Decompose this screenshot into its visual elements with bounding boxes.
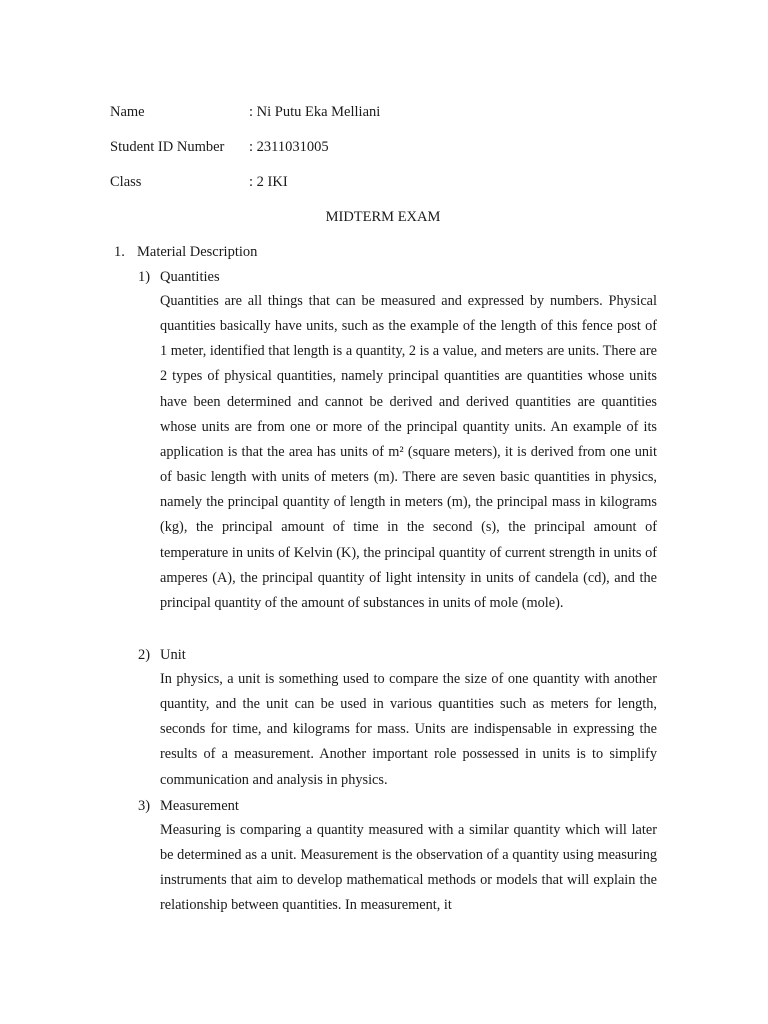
subsection-title: Quantities [160,269,220,285]
name-label: Name [110,104,145,120]
subsection-number: 1) [138,269,151,285]
subsection-heading-quantities [138,268,220,286]
section-heading [114,243,257,261]
subsection-number: 3) [138,798,151,814]
class-row [110,173,288,191]
section-number: 1. [114,244,125,260]
subsection-title: Unit [160,647,186,663]
name-row [110,103,380,121]
subsection-number: 2) [138,647,151,663]
exam-title: MIDTERM EXAM [325,209,441,225]
subsection-heading-unit [138,646,186,664]
student-id-value: : 2311031005 [249,139,329,155]
subsection-title: Measurement [160,798,239,814]
student-id-label: Student ID Number [110,139,225,155]
subsection-body-measurement: Measuring is comparing a quantity measured with a similar quantity which will later be determined as a unit. Measurement is the observation of a quantity using measuring instruments that aim to develop mathematical methods or models that will explain the relationship between quantities. In measurement, it [160,822,657,914]
section-title: Material Description [137,244,258,260]
subsection-body-quantities: Quantities are all things that can be measured and expressed by numbers. Physical quantities basically have units, such as the example of the length of this fence post of 1 meter, identified that length is a quantity, 2 is a value, and meters are units. There are 2 types of physical quantities, namely principal quantities are quantities whose units have been determined and cannot be derived and derived quantities are quantities whose units are from one or more of the principal quantity units. An example of its application is that the area has units of m² (square meters), it is derived from one unit of basic length with units of meters (m). There are seven basic quantities in physics, namely the principal quantity of length in meters (m), the principal mass in kilograms (kg), the principal amount of time in the second (s), the principal amount of temperature in units of Kelvin (K), the principal quantity of current strength in units of amperes (A), the principal quantity of light intensity in units of candela (cd), and the principal quantity of the amount of substances in units of mole (mole). [160,293,657,611]
class-label: Class [110,174,142,190]
exam-title-row [0,208,768,226]
name-value: : Ni Putu Eka Melliani [249,104,381,120]
student-id-row [110,138,329,156]
class-value: : 2 IKI [249,174,288,190]
subsection-heading-measurement [138,797,239,815]
subsection-body-unit: In physics, a unit is something used to compare the size of one quantity with another quantity, and the unit can be used in various quantities such as meters for length, seconds for time, and kilograms for mass. Units are indispensable in expressing the results of a measurement. Another important role possessed in units is to simplify communication and analysis in physics. [160,671,657,788]
